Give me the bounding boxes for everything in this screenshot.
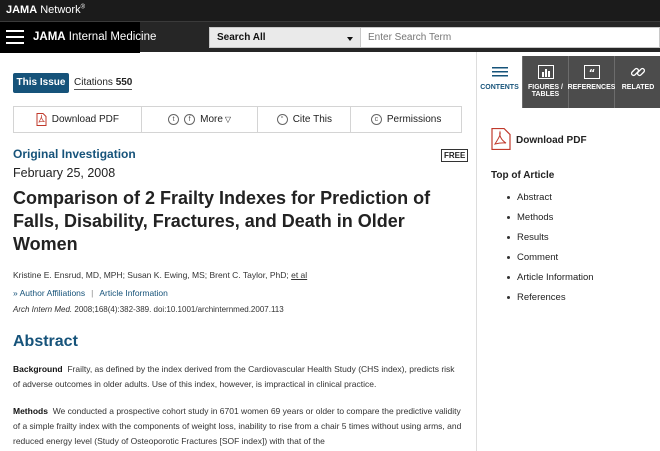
publication-date: February 25, 2008 [13, 166, 116, 180]
copyright-icon: c [371, 114, 382, 125]
twitter-icon[interactable]: t [168, 114, 179, 125]
toc-item-references[interactable]: References [507, 292, 594, 312]
article-title: Comparison of 2 Frailty Indexes for Prediction of Falls, Disability, Fractures, and Death in Older Women [13, 188, 431, 254]
pdf-icon [36, 113, 47, 126]
table-of-contents [507, 192, 594, 312]
quote-icon [584, 64, 600, 80]
journal-logo[interactable]: JAMA Internal Medicine [33, 31, 157, 43]
search-scope-select[interactable]: Search All [209, 27, 361, 48]
toc-item-abstract[interactable]: Abstract [507, 192, 594, 212]
list-icon [492, 64, 508, 80]
chevron-right-icon: » [13, 288, 18, 298]
toc-item-results[interactable]: Results [507, 232, 594, 252]
article-type[interactable]: Original Investigation [13, 147, 136, 161]
tab-contents[interactable]: CONTENTS [477, 56, 523, 108]
article-sidebar [476, 52, 660, 451]
free-badge: FREE [441, 149, 468, 162]
chevron-down-icon: ▽ [224, 115, 232, 124]
this-issue-button[interactable]: This Issue [13, 73, 69, 93]
tab-references[interactable]: “ REFERENCES [569, 56, 615, 108]
tab-related[interactable]: RELATED [615, 56, 660, 108]
sidebar-tabs [477, 56, 660, 108]
figure-icon [538, 64, 554, 80]
article-toolbar [13, 106, 462, 133]
toc-heading: Top of Article [491, 170, 555, 181]
facebook-icon[interactable]: f [184, 114, 195, 125]
author-affiliations-link[interactable]: Author Affiliations [19, 288, 86, 298]
abstract-background: Background Frailty, as defined by the index derived from the Cardiovascular Health Study (CHS index), predicts risk of adverse outcomes in older adults. Use of this index, however, is impractical in clinical practice. [13, 364, 455, 389]
site-header [0, 21, 660, 52]
permissions-button[interactable]: c Permissions [351, 107, 461, 132]
abstract-heading: Abstract [13, 333, 78, 350]
quote-icon: “ [277, 114, 288, 125]
share-more-button[interactable]: t f More ▽ [142, 107, 259, 132]
network-bar [0, 0, 660, 21]
sidebar-download-pdf-button[interactable]: Download PDF [491, 128, 587, 153]
et-al-link[interactable]: et al [291, 270, 308, 280]
toc-item-comment[interactable]: Comment [507, 252, 594, 272]
article-information-link[interactable]: Article Information [99, 288, 168, 298]
download-pdf-button[interactable]: Download PDF [14, 107, 142, 132]
citations-link[interactable]: Citations 550 [74, 77, 133, 88]
search-input[interactable] [361, 27, 660, 48]
tab-figures-tables[interactable]: FIGURES / TABLES [523, 56, 569, 108]
article-links: » Author Affiliations | Article Information [13, 288, 168, 298]
abstract-methods: Methods We conducted a prospective cohort study in 6701 women 69 years or older to compare the predictive validity of a simple frailty index with the components of weight loss, inability to rise from a chair 5 times without using arms, and reduced energy level (Study of Osteoporotic Fractures [SOF index]) with that of the [13, 406, 462, 446]
chevron-down-icon [347, 37, 353, 41]
menu-icon[interactable] [6, 30, 24, 44]
cite-this-button[interactable]: “ Cite This [258, 107, 351, 132]
author-list: Kristine E. Ensrud, MD, MPH; Susan K. Ewing, MS; Brent C. Taylor, PhD; et al [13, 270, 308, 280]
pdf-icon [491, 128, 511, 153]
svg-text:“: “ [588, 68, 595, 79]
link-icon [630, 64, 646, 80]
citation-line: Arch Intern Med. 2008;168(4):382-389. doi:10.1001/archinternmed.2007.113 [13, 305, 284, 314]
toc-item-article-information[interactable]: Article Information [507, 272, 594, 292]
jama-network-logo[interactable]: JAMA Network® [6, 4, 85, 16]
toc-item-methods[interactable]: Methods [507, 212, 594, 232]
